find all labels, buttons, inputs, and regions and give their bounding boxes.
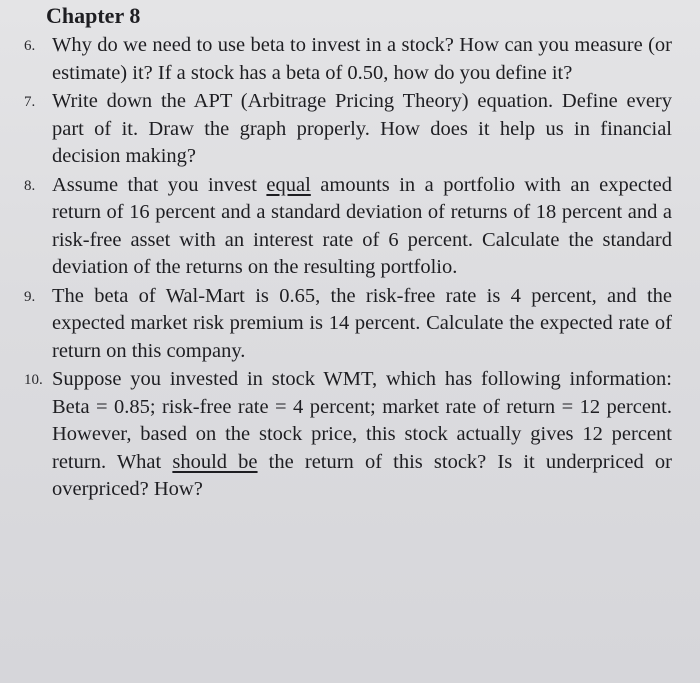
question-text-end: the return of this stock? Is it underpriced or overpriced? How? — [52, 450, 672, 500]
question-10 — [24, 366, 672, 504]
question-number: 7 . — [24, 89, 35, 117]
underlined-phrase: should be — [172, 450, 258, 473]
question-text — [52, 174, 672, 279]
question-6 — [24, 32, 672, 87]
question-text: The beta of Wal-Mart is 0.65, the risk-free rate is 4 percent, and the expected market risk premium is 14 percent. Calculate the expected rate of return on this company. — [52, 284, 672, 362]
question-number: 6 . — [24, 33, 35, 61]
question-7 — [24, 88, 672, 171]
question-text-start: Suppose you invested in stock WMT, which has following information: Beta = 0.85; risk-free rate = 4 percent; market rate of return = 12 percent. However, based on the stock price, this stock actually gives 12 percent return. What — [52, 368, 672, 473]
question-text: Why do we need to use beta to invest in a stock? How can you measure (or estimate) it? If a stock has a beta of 0.50, how do you define it? — [52, 34, 672, 84]
question-text: Write down the APT (Arbitrage Pricing Theory) equation. Define every part of it. Draw the graph properly. How does it help us in financial decision making? — [52, 90, 672, 167]
question-number: 9 . — [24, 284, 35, 312]
question-text-start: Assume that you invest — [52, 173, 267, 196]
question-9 — [24, 283, 672, 366]
question-number: 10 . — [24, 367, 43, 395]
question-8 — [24, 172, 672, 282]
question-text — [52, 368, 672, 500]
question-number: 8 . — [24, 173, 35, 201]
question-list — [24, 32, 672, 504]
underlined-word: equal — [266, 173, 311, 196]
question-text-end: amounts in a portfolio with an expected return of 16 percent and a standard deviation of returns of 18 percent and a risk-free asset with an interest rate of 6 percent. Calculate the standard deviation of the returns on the resulting portfolio. — [52, 173, 673, 278]
chapter-title: Chapter 8 — [46, 3, 141, 28]
